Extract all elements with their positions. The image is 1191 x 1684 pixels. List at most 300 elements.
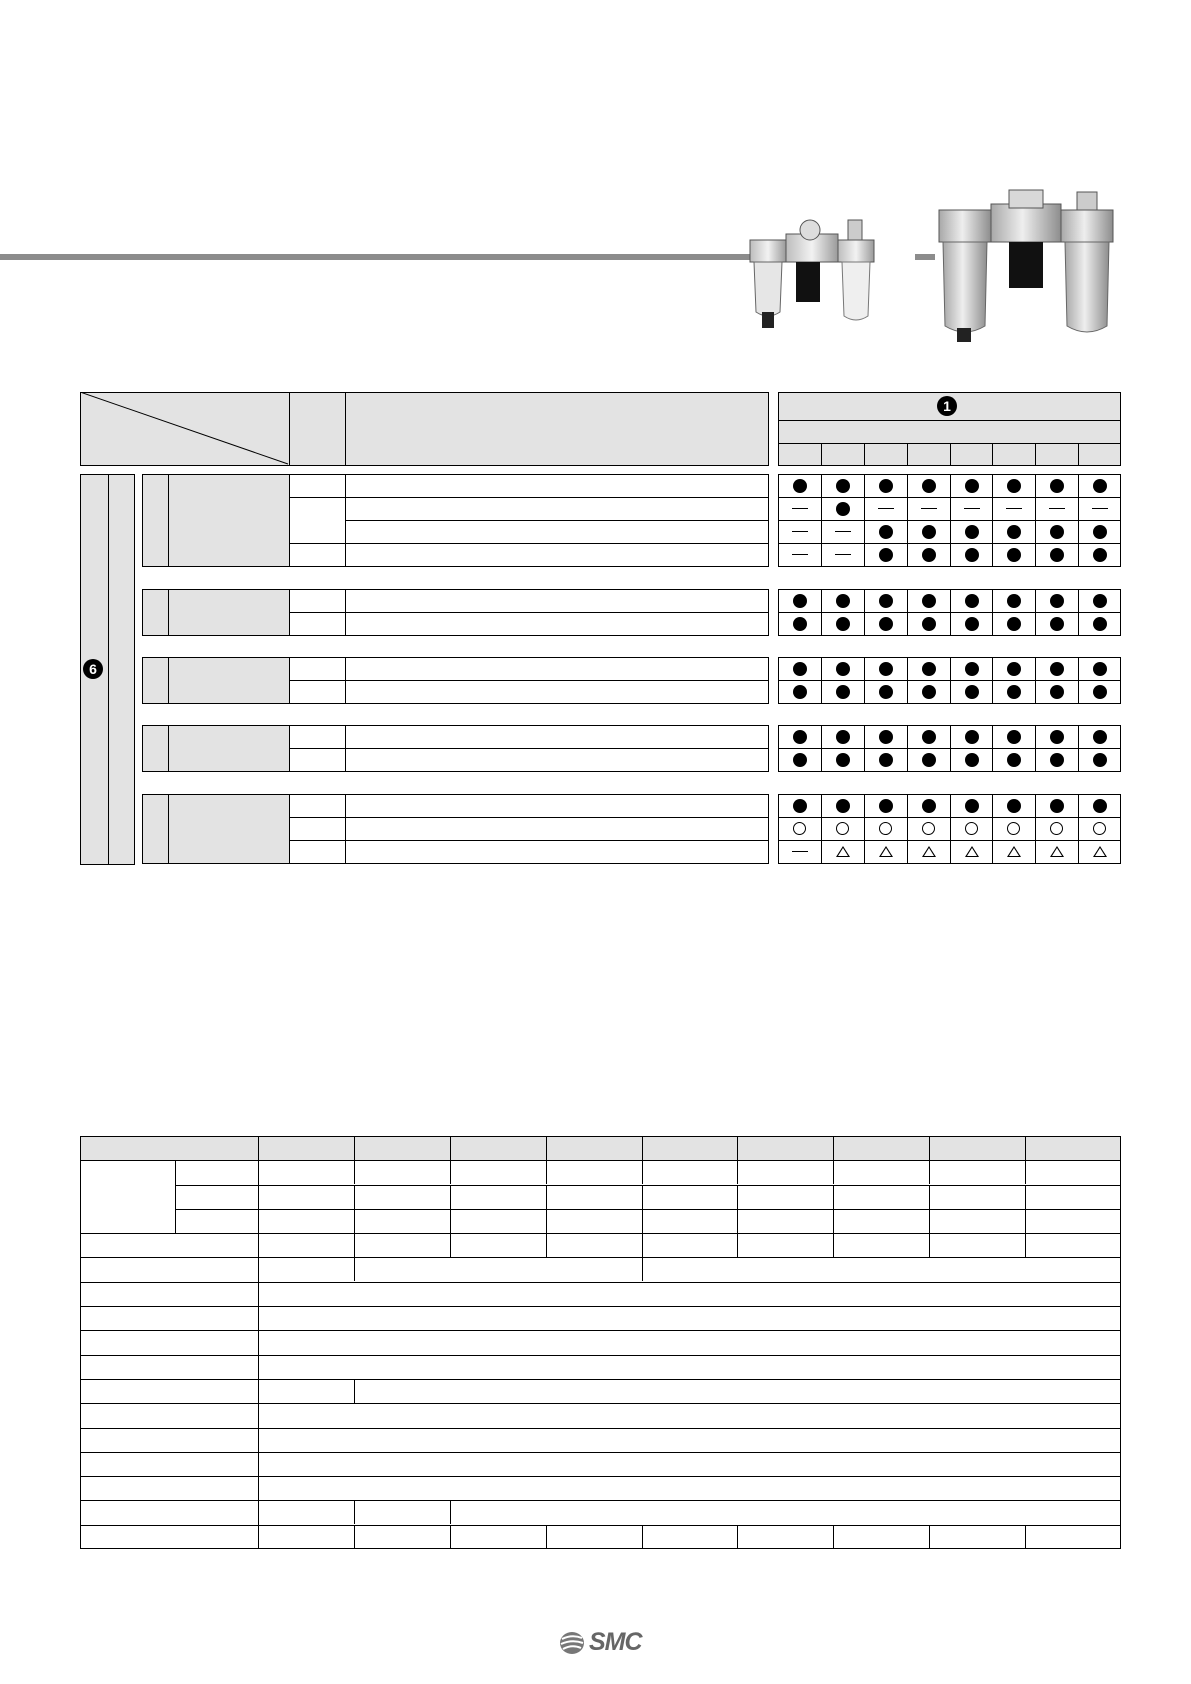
filled-circle-icon <box>1050 799 1064 813</box>
filled-circle-icon <box>922 685 936 699</box>
availability-cell <box>821 840 864 863</box>
dash-icon <box>835 554 851 555</box>
availability-cell <box>821 589 864 612</box>
spec-row-rule <box>80 1233 1121 1234</box>
spec-col-divider <box>450 1500 451 1524</box>
spec-col-divider <box>737 1136 738 1160</box>
spec-row-rule <box>80 1525 1121 1526</box>
filled-circle-icon <box>793 799 807 813</box>
spec-col-divider <box>354 1379 355 1403</box>
filled-circle-icon <box>879 799 893 813</box>
filled-circle-icon <box>793 730 807 744</box>
spec-col-divider <box>1025 1233 1026 1257</box>
spec-col-divider <box>546 1209 547 1233</box>
filled-circle-icon <box>1093 525 1107 539</box>
header-col-divider <box>950 443 951 466</box>
availability-cell <box>1035 657 1078 680</box>
availability-cell <box>1078 725 1121 748</box>
option-group-divider <box>345 794 346 863</box>
availability-cell <box>992 794 1035 817</box>
filled-circle-icon <box>879 594 893 608</box>
header-col-divider <box>864 443 865 466</box>
spec-col-divider <box>929 1160 930 1184</box>
availability-cell <box>778 748 821 771</box>
availability-cell <box>821 817 864 840</box>
availability-cell <box>992 817 1035 840</box>
option-row-rule <box>345 748 769 749</box>
filled-circle-icon <box>1093 479 1107 493</box>
triangle-icon <box>879 846 893 857</box>
spec-col-divider <box>450 1525 451 1549</box>
availability-cell <box>907 543 950 566</box>
side-badge-6 <box>83 659 103 679</box>
availability-cell <box>1078 680 1121 703</box>
spec-col-divider <box>737 1525 738 1549</box>
availability-cell <box>992 589 1035 612</box>
availability-cell <box>1035 840 1078 863</box>
filled-circle-icon <box>1007 662 1021 676</box>
availability-cell <box>950 748 993 771</box>
option-group-divider <box>168 589 169 635</box>
availability-cell <box>1035 543 1078 566</box>
availability-cell <box>907 748 950 771</box>
availability-cell <box>1078 520 1121 543</box>
availability-cell <box>821 497 864 520</box>
filled-circle-icon <box>1093 617 1107 631</box>
availability-cell <box>864 840 907 863</box>
availability-cell <box>864 748 907 771</box>
option-group-label-area <box>142 657 290 704</box>
availability-cell <box>864 612 907 635</box>
spec-col-divider <box>450 1160 451 1184</box>
option-group-divider <box>168 794 169 863</box>
filled-circle-icon <box>965 548 979 562</box>
spec-col-divider <box>354 1160 355 1184</box>
availability-cell <box>1035 794 1078 817</box>
spec-col-divider <box>450 1185 451 1209</box>
option-group-label-area <box>142 794 290 864</box>
availability-cell <box>950 474 993 497</box>
spec-row-rule <box>80 1257 1121 1258</box>
header-divider <box>289 392 290 466</box>
availability-cell <box>1078 589 1121 612</box>
filled-circle-icon <box>1007 799 1021 813</box>
filled-circle-icon <box>836 479 850 493</box>
smc-logo <box>558 1628 642 1657</box>
option-group-label-area <box>142 474 290 567</box>
availability-cell <box>907 497 950 520</box>
spec-col-divider <box>642 1233 643 1257</box>
availability-cell <box>1035 680 1078 703</box>
dash-icon <box>1092 508 1108 509</box>
availability-cell <box>1035 748 1078 771</box>
availability-cell <box>992 748 1035 771</box>
filled-circle-icon <box>922 730 936 744</box>
open-circle-icon <box>793 822 806 835</box>
option-group-label-area <box>142 725 290 772</box>
spec-col-divider <box>1025 1160 1026 1184</box>
filled-circle-icon <box>879 685 893 699</box>
spec-row-rule <box>80 1306 1121 1307</box>
option-sublabel-rule <box>289 840 346 841</box>
option-sublabel-rule <box>289 748 346 749</box>
availability-cell <box>778 680 821 703</box>
side-divider <box>108 474 109 865</box>
availability-cell <box>864 817 907 840</box>
availability-cell <box>778 497 821 520</box>
filled-circle-icon <box>879 479 893 493</box>
filled-circle-icon <box>793 753 807 767</box>
availability-cell <box>992 497 1035 520</box>
availability-cell <box>950 657 993 680</box>
spec-row-rule <box>80 1452 1121 1453</box>
product-image-large-unit <box>935 186 1125 346</box>
availability-cell <box>864 543 907 566</box>
availability-cell <box>950 589 993 612</box>
availability-cell <box>864 794 907 817</box>
spec-col-divider <box>354 1209 355 1233</box>
filled-circle-icon <box>1007 730 1021 744</box>
dash-icon <box>792 554 808 555</box>
option-group-divider <box>168 725 169 771</box>
availability-cell <box>864 474 907 497</box>
availability-cell <box>992 520 1035 543</box>
availability-cell <box>778 612 821 635</box>
availability-cell <box>1035 817 1078 840</box>
filled-circle-icon <box>793 617 807 631</box>
header-col-divider <box>1078 443 1079 466</box>
dash-icon <box>1006 508 1022 509</box>
spec-col-divider <box>737 1185 738 1209</box>
option-row-rule <box>345 817 769 818</box>
availability-cell <box>907 589 950 612</box>
availability-cell <box>1078 543 1121 566</box>
spec-col-divider <box>833 1136 834 1160</box>
option-row-rule <box>345 497 769 498</box>
availability-cell <box>1078 657 1121 680</box>
spec-col-divider <box>929 1209 930 1233</box>
model-badge: 1 <box>937 396 957 416</box>
availability-cell <box>864 589 907 612</box>
header-col-divider <box>992 443 993 466</box>
open-circle-icon <box>836 822 849 835</box>
filled-circle-icon <box>965 753 979 767</box>
filled-circle-icon <box>793 662 807 676</box>
filled-circle-icon <box>879 662 893 676</box>
filled-circle-icon <box>922 662 936 676</box>
spec-col-divider <box>929 1233 930 1257</box>
spec-row-rule <box>175 1185 1121 1186</box>
filled-circle-icon <box>1007 525 1021 539</box>
triangle-icon <box>1007 846 1021 857</box>
filled-circle-icon <box>836 799 850 813</box>
smc-logo-text: SMC <box>589 1628 642 1656</box>
availability-cell <box>950 794 993 817</box>
spec-col-divider <box>642 1525 643 1549</box>
spec-col-divider <box>929 1525 930 1549</box>
option-sublabel-rule <box>289 817 346 818</box>
filled-circle-icon <box>1050 548 1064 562</box>
dash-icon <box>792 508 808 509</box>
dash-icon <box>835 531 851 532</box>
availability-cell <box>1035 589 1078 612</box>
product-image-small-unit <box>748 212 878 342</box>
spec-col-divider <box>354 1257 355 1281</box>
filled-circle-icon <box>965 479 979 493</box>
filled-circle-icon <box>1093 799 1107 813</box>
availability-cell <box>992 543 1035 566</box>
availability-cell <box>907 840 950 863</box>
spec-sublabel-divider <box>175 1160 176 1233</box>
filled-circle-icon <box>793 594 807 608</box>
filled-circle-icon <box>1050 479 1064 493</box>
filled-circle-icon <box>1050 730 1064 744</box>
filled-circle-icon <box>879 753 893 767</box>
option-group-label-area <box>142 589 290 636</box>
availability-cell <box>950 817 993 840</box>
filled-circle-icon <box>1050 594 1064 608</box>
availability-cell <box>1035 474 1078 497</box>
header-rule-row <box>778 420 1121 421</box>
option-sublabel-rule <box>289 680 346 681</box>
availability-cell <box>778 794 821 817</box>
availability-cell <box>821 657 864 680</box>
availability-cell <box>1078 840 1121 863</box>
header-diagonal <box>80 392 290 466</box>
availability-cell <box>907 612 950 635</box>
filled-circle-icon <box>922 479 936 493</box>
filled-circle-icon <box>836 662 850 676</box>
spec-col-divider <box>354 1233 355 1257</box>
spec-row-rule <box>80 1355 1121 1356</box>
triangle-icon <box>1050 846 1064 857</box>
spec-col-divider <box>642 1160 643 1184</box>
filled-circle-icon <box>1007 594 1021 608</box>
availability-cell <box>778 589 821 612</box>
option-group-divider <box>168 474 169 566</box>
spec-row-rule <box>80 1330 1121 1331</box>
filled-circle-icon <box>1050 617 1064 631</box>
availability-cell <box>992 612 1035 635</box>
spec-col-divider <box>1025 1185 1026 1209</box>
availability-cell <box>907 680 950 703</box>
availability-cell <box>992 840 1035 863</box>
spec-col-divider <box>833 1160 834 1184</box>
filled-circle-icon <box>1007 479 1021 493</box>
dash-icon <box>964 508 980 509</box>
header-col-divider <box>907 443 908 466</box>
filled-circle-icon <box>1093 730 1107 744</box>
dash-icon <box>878 508 894 509</box>
availability-cell <box>821 794 864 817</box>
spec-col-divider <box>450 1136 451 1160</box>
availability-cell <box>1035 497 1078 520</box>
filled-circle-icon <box>793 685 807 699</box>
spec-row-rule <box>175 1209 1121 1210</box>
spec-row-rule <box>80 1500 1121 1501</box>
filled-circle-icon <box>1007 617 1021 631</box>
availability-cell <box>1078 474 1121 497</box>
open-circle-icon <box>1007 822 1020 835</box>
availability-cell <box>778 817 821 840</box>
filled-circle-icon <box>1050 525 1064 539</box>
availability-cell <box>950 520 993 543</box>
availability-cell <box>907 520 950 543</box>
option-badge: 6 <box>83 659 103 679</box>
spec-col-divider <box>737 1233 738 1257</box>
open-circle-icon <box>1050 822 1063 835</box>
header-rule <box>0 254 755 260</box>
spec-col-divider <box>546 1160 547 1184</box>
filled-circle-icon <box>836 685 850 699</box>
header-divider <box>345 392 346 466</box>
availability-cell <box>950 543 993 566</box>
option-row-rule <box>345 520 769 521</box>
filled-circle-icon <box>879 525 893 539</box>
filled-circle-icon <box>1050 685 1064 699</box>
filled-circle-icon <box>879 617 893 631</box>
filled-circle-icon <box>1093 662 1107 676</box>
filled-circle-icon <box>965 617 979 631</box>
spec-col-divider <box>354 1136 355 1160</box>
option-group-divider <box>168 657 169 703</box>
triangle-icon <box>922 846 936 857</box>
option-row-rule <box>345 680 769 681</box>
filled-circle-icon <box>1050 662 1064 676</box>
availability-cell <box>864 497 907 520</box>
availability-cell <box>821 725 864 748</box>
availability-cell <box>1035 725 1078 748</box>
availability-cell <box>992 725 1035 748</box>
spec-row-rule <box>80 1379 1121 1380</box>
spec-col-divider <box>833 1525 834 1549</box>
availability-cell <box>821 680 864 703</box>
open-circle-icon <box>879 822 892 835</box>
dash-icon <box>1049 508 1065 509</box>
spec-col-divider <box>833 1185 834 1209</box>
availability-cell <box>821 520 864 543</box>
filled-circle-icon <box>965 730 979 744</box>
availability-cell <box>1035 612 1078 635</box>
filled-circle-icon <box>1093 685 1107 699</box>
availability-cell <box>950 680 993 703</box>
filled-circle-icon <box>836 502 850 516</box>
availability-cell <box>907 657 950 680</box>
open-circle-icon <box>965 822 978 835</box>
spec-col-divider <box>642 1185 643 1209</box>
spec-row-rule <box>80 1428 1121 1429</box>
spec-row-rule <box>80 1403 1121 1404</box>
filled-circle-icon <box>1093 548 1107 562</box>
spec-col-divider <box>642 1209 643 1233</box>
availability-cell <box>1035 520 1078 543</box>
spec-col-divider <box>546 1525 547 1549</box>
availability-cell <box>992 680 1035 703</box>
filled-circle-icon <box>879 730 893 744</box>
dash-icon <box>792 851 808 852</box>
filled-circle-icon <box>922 594 936 608</box>
spec-col-divider <box>354 1500 355 1524</box>
availability-cell <box>1078 748 1121 771</box>
option-row-rule <box>345 543 769 544</box>
filled-circle-icon <box>922 799 936 813</box>
spec-col-divider <box>737 1160 738 1184</box>
smc-logo-icon <box>558 1630 586 1656</box>
spec-col-divider <box>833 1233 834 1257</box>
option-row-rule <box>345 840 769 841</box>
spec-col-divider <box>1025 1209 1026 1233</box>
availability-cell <box>992 657 1035 680</box>
availability-cell <box>907 725 950 748</box>
availability-cell <box>950 725 993 748</box>
availability-cell <box>864 657 907 680</box>
spec-col-divider <box>546 1233 547 1257</box>
filled-circle-icon <box>1007 753 1021 767</box>
availability-cell <box>1078 794 1121 817</box>
filled-circle-icon <box>1093 594 1107 608</box>
spec-label-divider <box>258 1136 259 1549</box>
availability-cell <box>907 794 950 817</box>
filled-circle-icon <box>965 685 979 699</box>
header-col-divider <box>821 443 822 466</box>
filled-circle-icon <box>965 594 979 608</box>
header-col-divider <box>1035 443 1036 466</box>
availability-cell <box>864 520 907 543</box>
availability-cell <box>1078 817 1121 840</box>
filled-circle-icon <box>836 753 850 767</box>
availability-cell <box>950 497 993 520</box>
spec-col-divider <box>1025 1136 1026 1160</box>
availability-cell <box>778 725 821 748</box>
filled-circle-icon <box>1050 753 1064 767</box>
spec-col-divider <box>450 1233 451 1257</box>
spec-col-divider <box>642 1257 643 1281</box>
spec-col-divider <box>354 1525 355 1549</box>
triangle-icon <box>965 846 979 857</box>
header-badge-1 <box>937 396 957 416</box>
dash-icon <box>921 508 937 509</box>
spec-col-divider <box>354 1185 355 1209</box>
spec-col-divider <box>450 1209 451 1233</box>
filled-circle-icon <box>922 617 936 631</box>
availability-cell <box>992 474 1035 497</box>
availability-cell <box>821 474 864 497</box>
spec-col-divider <box>929 1185 930 1209</box>
spec-row-rule <box>80 1282 1121 1283</box>
availability-cell <box>778 543 821 566</box>
availability-cell <box>907 474 950 497</box>
availability-cell <box>778 657 821 680</box>
filled-circle-icon <box>793 479 807 493</box>
filled-circle-icon <box>922 548 936 562</box>
dash-icon <box>792 531 808 532</box>
spec-row-rule <box>80 1160 1121 1161</box>
availability-cell <box>821 543 864 566</box>
availability-cell <box>821 748 864 771</box>
filled-circle-icon <box>836 730 850 744</box>
filled-circle-icon <box>1007 548 1021 562</box>
open-circle-icon <box>922 822 935 835</box>
option-sublabel-rule <box>289 543 346 544</box>
filled-circle-icon <box>1007 685 1021 699</box>
filled-circle-icon <box>836 594 850 608</box>
option-sublabel-rule <box>289 497 346 498</box>
spec-row-rule <box>80 1476 1121 1477</box>
filled-circle-icon <box>836 617 850 631</box>
spec-col-divider <box>1025 1525 1026 1549</box>
triangle-icon <box>1093 846 1107 857</box>
spec-col-divider <box>546 1136 547 1160</box>
